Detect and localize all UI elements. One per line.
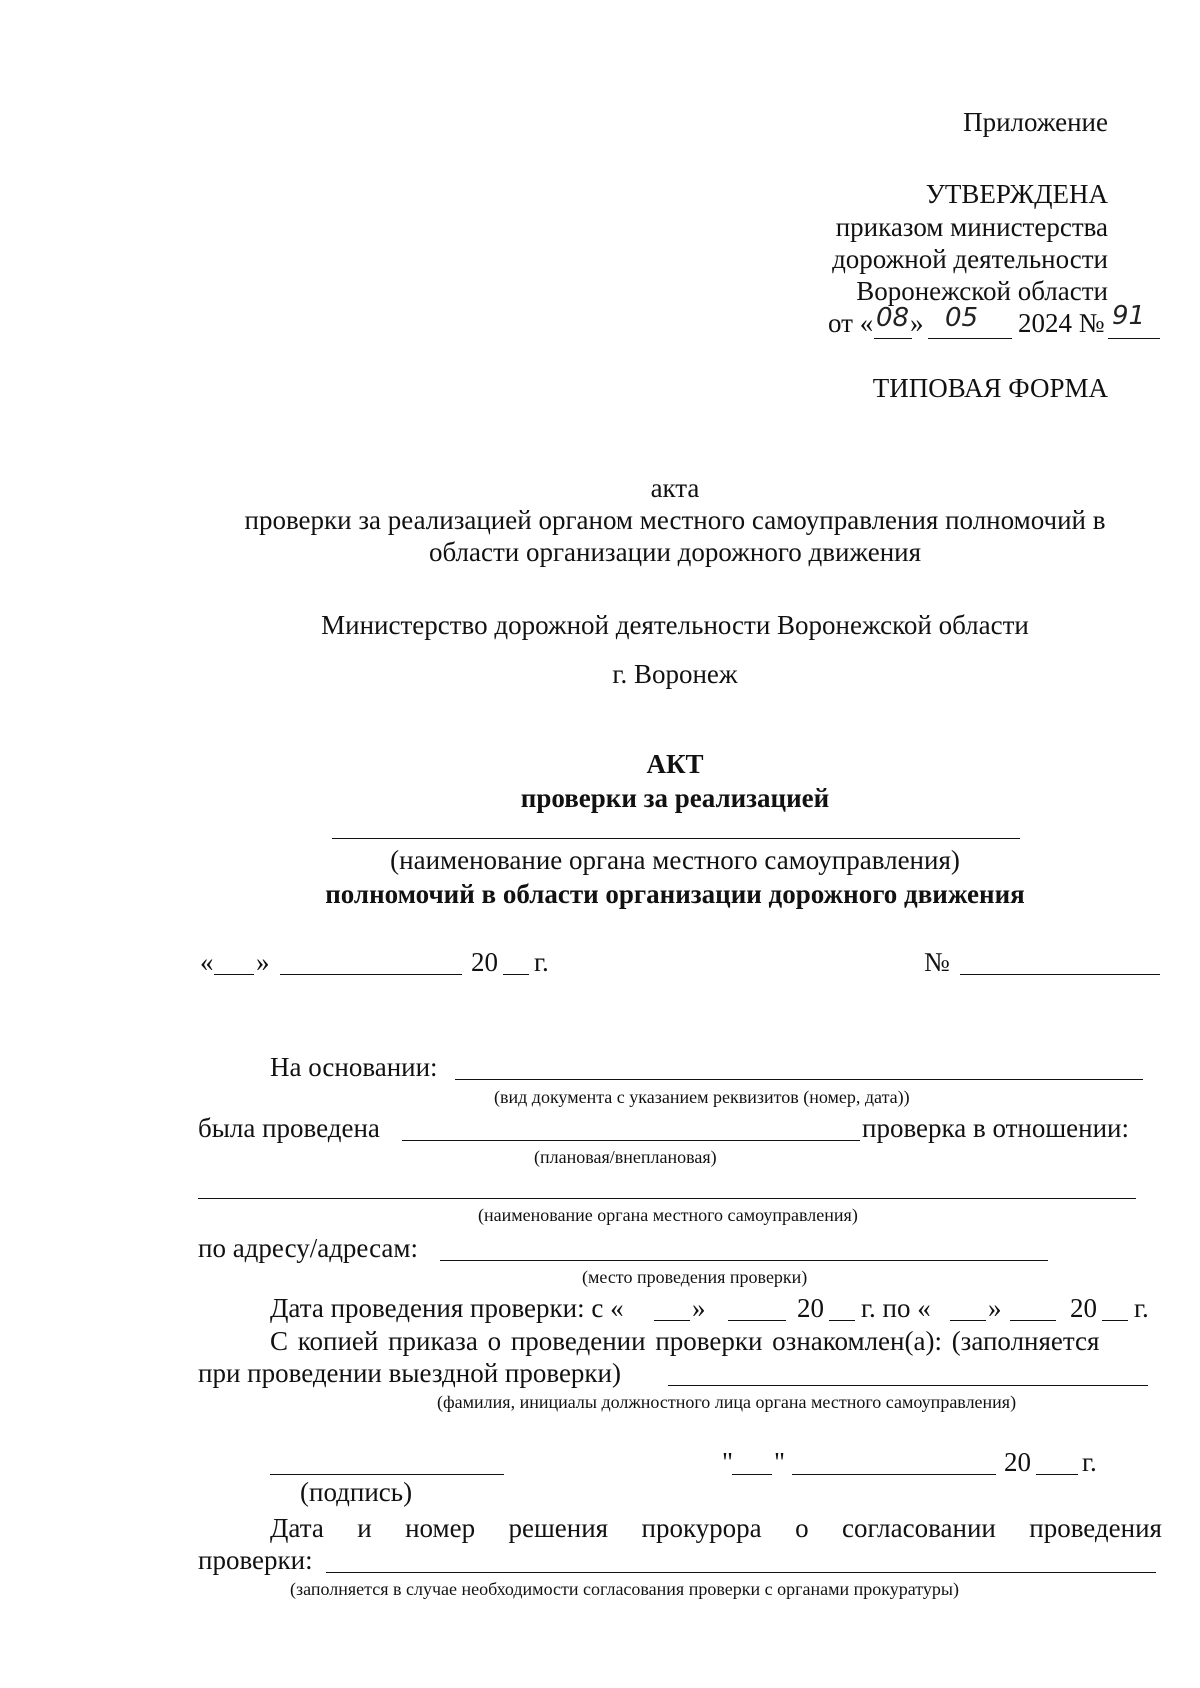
sig-year: 20 — [1004, 1447, 1031, 1477]
signature-caption: (подпись) — [300, 1477, 413, 1507]
order-month-underline — [928, 338, 1012, 339]
official-blank[interactable] — [668, 1385, 1148, 1386]
order-number-underline — [1108, 338, 1160, 339]
order-number-handwritten: 91 — [1112, 301, 1146, 331]
act-number-blank[interactable] — [960, 974, 1160, 975]
dates-end: г. — [1134, 1293, 1149, 1323]
date-open-quote: « — [200, 947, 214, 977]
prosecutor-word: о — [795, 1513, 809, 1543]
dates-to-month-blank[interactable] — [1010, 1320, 1056, 1321]
dates-label: Дата проведения проверки: с « — [270, 1293, 624, 1323]
dates-from-month-blank[interactable] — [728, 1320, 786, 1321]
date-year-blank[interactable] — [503, 974, 529, 975]
prosecutor-word: прокурора — [641, 1513, 762, 1543]
act-powers: полномочий в области организации дорожного движения — [325, 879, 1025, 909]
prosecutor-word: Дата — [270, 1513, 324, 1543]
sig-year-suffix: г. — [1082, 1447, 1097, 1477]
order-quote: » — [910, 308, 924, 338]
date-close-quote: » — [256, 947, 270, 977]
dates-quote-2: » — [988, 1293, 1002, 1323]
check-type-blank[interactable] — [402, 1140, 860, 1141]
date-year-suffix: г. — [534, 947, 549, 977]
official-caption: (фамилия, инициалы должностного лица органа местного самоуправления) — [437, 1392, 1017, 1412]
act-heading: АКТ — [646, 749, 704, 779]
basis-caption: (вид документа с указанием реквизитов (номер, дата)) — [494, 1087, 910, 1107]
order-day-handwritten: 08 — [876, 303, 910, 333]
copy-line-2: при проведении выездной проверки) — [198, 1358, 621, 1388]
signature-blank[interactable] — [270, 1474, 504, 1475]
place-caption: (место проведения проверки) — [582, 1267, 808, 1287]
dates-year-1: 20 — [797, 1293, 824, 1323]
prosecutor-caption: (заполняется в случае необходимости согласования проверки с органами прокуратуры) — [290, 1579, 959, 1599]
address-label: по адресу/адресам: — [198, 1233, 418, 1263]
prosecutor-word: номер — [405, 1513, 476, 1543]
number-sign: № — [924, 947, 950, 977]
prosecutor-word: и — [357, 1513, 372, 1543]
dates-to-year-blank[interactable] — [1102, 1320, 1128, 1321]
organ-blank[interactable] — [198, 1198, 1136, 1199]
prosecutor-word: решения — [508, 1513, 609, 1543]
act-organ-caption: (наименование органа местного самоуправления) — [390, 845, 960, 875]
title-line-1: акта — [650, 473, 700, 503]
appendix-label: Приложение — [963, 107, 1108, 137]
basis-label: На основании: — [270, 1052, 438, 1082]
date-year-prefix: 20 — [471, 947, 498, 977]
approved-by-line-3: Воронежской области — [856, 276, 1108, 306]
sig-quote-open: " — [722, 1447, 734, 1477]
approved-by-line-2: дорожной деятельности — [832, 244, 1108, 274]
prosecutor-word: согласовании — [841, 1513, 996, 1543]
check-type-caption: (плановая/внеплановая) — [534, 1147, 717, 1167]
title-line-3: области организации дорожного движения — [428, 537, 922, 567]
order-prefix: от « — [828, 308, 874, 338]
ministry-name: Министерство дорожной деятельности Воронежской области — [321, 610, 1029, 640]
sig-quote-close: " — [774, 1447, 786, 1477]
approved-by-line-1: приказом министерства — [835, 212, 1108, 242]
conducted-label: была проведена — [198, 1113, 380, 1143]
address-blank[interactable] — [440, 1260, 1048, 1261]
order-month-handwritten: 05 — [945, 303, 979, 333]
dates-to-label: г. по « — [861, 1293, 931, 1323]
title-line-2: проверки за реализацией органом местного самоуправления полномочий в — [244, 505, 1106, 535]
organ-caption: (наименование органа местного самоуправления) — [478, 1205, 858, 1225]
sig-day-blank[interactable] — [732, 1474, 772, 1475]
sig-year-blank[interactable] — [1036, 1474, 1078, 1475]
prosecutor-blank[interactable] — [326, 1572, 1156, 1573]
prosecutor-word: проведения — [1029, 1513, 1162, 1543]
dates-from-day-blank[interactable] — [654, 1320, 690, 1321]
prosecutor-line-1 — [270, 1512, 1162, 1544]
check-relation-label: проверка в отношении: — [862, 1113, 1129, 1143]
date-month-blank[interactable] — [280, 974, 462, 975]
city-name: г. Воронеж — [612, 659, 738, 689]
dates-quote-1: » — [692, 1293, 706, 1323]
organ-name-blank — [332, 838, 1020, 839]
standard-form-label: ТИПОВАЯ ФОРМА — [872, 373, 1108, 403]
copy-line-1: С копией приказа о проведении проверки ознакомлен(а): (заполняется — [270, 1326, 1100, 1356]
sig-month-blank[interactable] — [792, 1474, 996, 1475]
dates-from-year-blank[interactable] — [829, 1320, 855, 1321]
order-year: 2024 № — [1018, 308, 1105, 338]
approved-label: УТВЕРЖДЕНА — [925, 179, 1108, 209]
order-day-underline — [874, 338, 912, 339]
dates-year-2: 20 — [1070, 1293, 1097, 1323]
dates-to-day-blank[interactable] — [950, 1320, 986, 1321]
act-subheading: проверки за реализацией — [520, 783, 830, 813]
basis-blank[interactable] — [455, 1079, 1143, 1080]
prosecutor-line-2: проверки: — [198, 1545, 313, 1575]
date-day-blank[interactable] — [214, 974, 254, 975]
